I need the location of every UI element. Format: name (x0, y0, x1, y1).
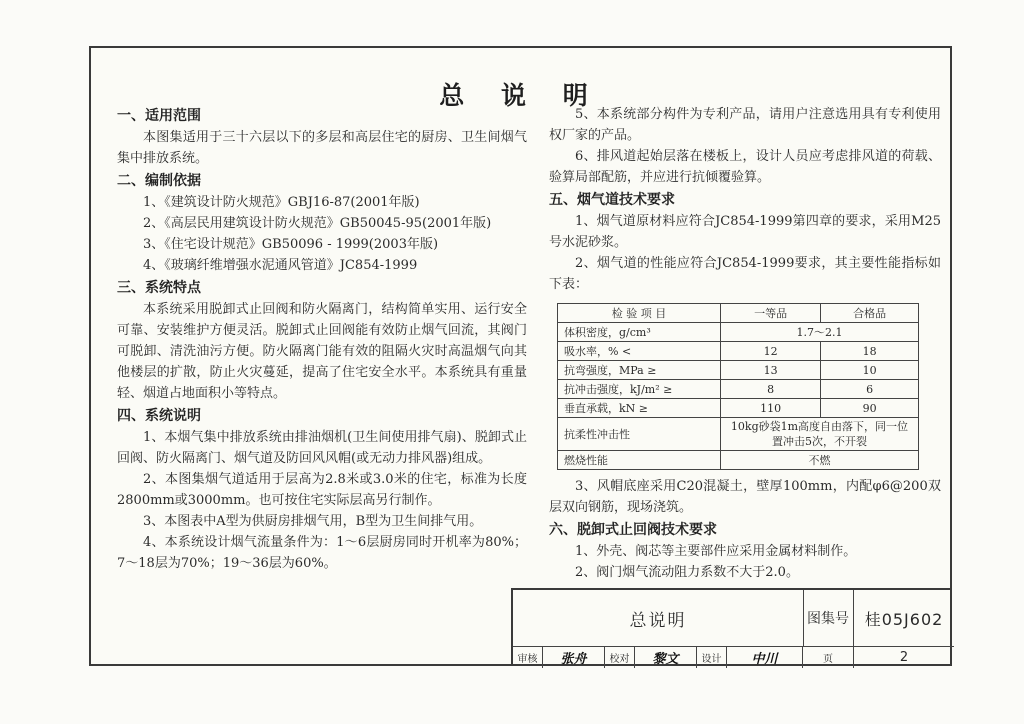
performance-table (557, 303, 919, 470)
table-cell: 110 (721, 399, 821, 418)
signature-row (513, 647, 954, 668)
table-header: 合格品 (821, 304, 919, 323)
basis-item: 2、《高层民用建筑设计防火规范》GB50045-95(2001年版) (143, 216, 492, 231)
table-cell: 13 (721, 361, 821, 380)
review-signature: 张舟 (543, 647, 605, 668)
design-signature: 中川 (727, 647, 803, 668)
left-column (117, 104, 527, 574)
drawing-sheet (89, 46, 952, 666)
table-header-row (558, 304, 919, 323)
table-row (558, 451, 919, 470)
design-label: 设计 (697, 647, 727, 668)
section-heading-valve-requirements: 六、脱卸式止回阀技术要求 (549, 522, 717, 538)
basis-item: 1、《建筑设计防火规范》GBJ16-87(2001年版) (143, 195, 420, 210)
table-cell: 8 (721, 380, 821, 399)
scope-paragraph: 本图集适用于三十六层以下的多层和高层住宅的厨房、卫生间烟气集中排放系统。 (117, 130, 527, 166)
section-heading-system: 四、系统说明 (117, 408, 201, 424)
table-row (558, 418, 919, 451)
table-cell: 垂直承载，kN ≥ (558, 399, 721, 418)
drawing-name: 总说明 (513, 590, 804, 647)
table-cell: 抗弯强度，MPa ≥ (558, 361, 721, 380)
basis-item: 3、《住宅设计规范》GB50096 - 1999(2003年版) (143, 237, 439, 252)
table-cell: 12 (721, 342, 821, 361)
table-cell: 吸水率，% < (558, 342, 721, 361)
flue-paragraph-2: 2、烟气道的性能应符合JC854-1999要求，其主要性能指标如下表： (549, 256, 941, 292)
system-paragraph-5: 5、本系统部分构件为专利产品，请用户注意选用具有专利使用权厂家的产品。 (549, 107, 941, 143)
system-paragraph-4: 4、本系统设计烟气流量条件为：1～6层厨房同时开机率为80%；7～18层为70%；19～36层为60%。 (117, 535, 527, 571)
check-signature: 黎文 (635, 647, 697, 668)
flue-paragraph-1: 1、烟气道原材料应符合JC854-1999第四章的要求，采用M25号水泥砂浆。 (549, 214, 941, 250)
right-column (549, 104, 941, 583)
page-title: 总 说 明 (439, 81, 602, 110)
table-header: 检 验 项 目 (558, 304, 721, 323)
table-cell: 不燃 (721, 451, 919, 470)
basis-item: 4、《玻璃纤维增强水泥通风管道》JC854-1999 (143, 258, 418, 273)
features-paragraph: 本系统采用脱卸式止回阀和防火隔离门，结构简单实用、运行安全可靠、安装维护方便灵活。脱卸式止回阀能有效防止烟气回流，其阀门可脱卸、清洗油污方便。防火隔离门能有效的阻隔火灾时高温烟气向其他楼层的扩散，防止火灾蔓延，提高了住宅安全水平。本系统具有重量轻、烟道占地面积小等特点。 (117, 302, 527, 401)
table-row (558, 380, 919, 399)
table-row (558, 323, 919, 342)
section-heading-basis: 二、编制依据 (117, 173, 201, 189)
review-label: 审核 (513, 647, 543, 668)
table-cell: 体积密度，g/cm³ (558, 323, 721, 342)
table-row (558, 361, 919, 380)
system-paragraph-1: 1、本烟气集中排放系统由排油烟机(卫生间使用排气扇)、脱卸式止回阀、防火隔离门、烟气道及防回风风帽(或无动力排风器)组成。 (117, 430, 527, 466)
section-heading-features: 三、系统特点 (117, 280, 201, 296)
table-cell: 抗冲击强度，kJ/m² ≥ (558, 380, 721, 399)
valve-paragraph-2: 2、阀门烟气流动阻力系数不大于2.0。 (575, 565, 799, 580)
system-paragraph-2: 2、本图集烟气道适用于层高为2.8米或3.0米的住宅，标准为长度2800mm或3000mm。也可按住宅实际层高另行制作。 (117, 472, 527, 508)
system-paragraph-3: 3、本图表中A型为供厨房排烟气用，B型为卫生间排气用。 (143, 514, 483, 529)
section-heading-flue-requirements: 五、烟气道技术要求 (549, 192, 675, 208)
atlas-number: 桂05J602 (854, 590, 954, 647)
valve-paragraph-1: 1、外壳、阀芯等主要部件应采用金属材料制作。 (575, 544, 857, 559)
table-cell: 90 (821, 399, 919, 418)
atlas-number-label: 图集号 (803, 590, 854, 647)
page-number: 2 (899, 650, 909, 665)
table-cell: 10 (821, 361, 919, 380)
table-row (558, 342, 919, 361)
table-cell: 6 (821, 380, 919, 399)
page-label: 页 (803, 647, 854, 668)
table-header: 一等品 (721, 304, 821, 323)
check-label: 校对 (605, 647, 635, 668)
table-cell: 1.7～2.1 (721, 323, 919, 342)
table-row (558, 399, 919, 418)
table-cell: 抗柔性冲击性 (558, 418, 721, 451)
section-heading-scope: 一、适用范围 (117, 108, 201, 124)
title-block (511, 588, 952, 666)
table-cell: 18 (821, 342, 919, 361)
table-cell: 10kg砂袋1m高度自由落下，同一位置冲击5次，不开裂 (721, 418, 919, 451)
table-cell: 燃烧性能 (558, 451, 721, 470)
flue-paragraph-3: 3、风帽底座采用C20混凝土，壁厚100mm，内配φ6@200双层双向钢筋，现场浇筑。 (549, 479, 941, 515)
system-paragraph-6: 6、排风道起始层落在楼板上，设计人员应考虑排风道的荷载、验算局部配筋，并应进行抗倾覆验算。 (549, 149, 941, 185)
